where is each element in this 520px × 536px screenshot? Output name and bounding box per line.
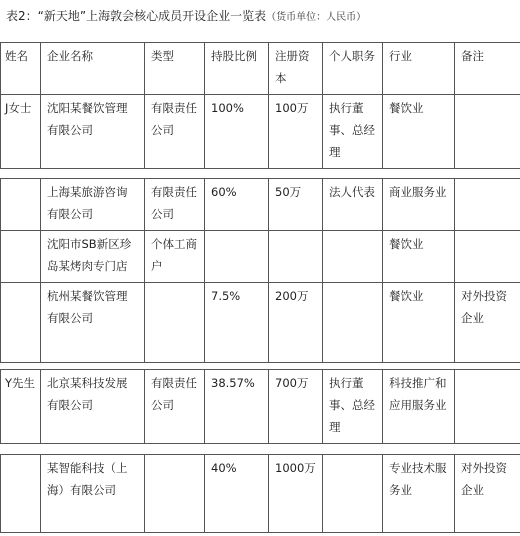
- header-share: 持股比例: [205, 43, 269, 95]
- cell-type: 有限责任公司: [145, 179, 205, 231]
- cell-position: 执行董事、总经理: [323, 95, 383, 169]
- cell-company: 沈阳市SB新区珍岛某烤肉专门店: [41, 231, 145, 283]
- cell-company: 某智能科技（上海）有限公司: [41, 455, 145, 533]
- table-section-3: [0, 369, 520, 444]
- cell-company: 杭州某餐饮管理有限公司: [41, 283, 145, 363]
- table-row: [1, 179, 520, 231]
- table-caption: [6, 8, 366, 26]
- caption-title: 表2：“新天地”上海敦会核心成员开设企业一览表: [6, 9, 267, 23]
- cell-capital: 200万: [269, 283, 323, 363]
- cell-industry: 科技推广和应用服务业: [383, 370, 455, 444]
- cell-capital: 50万: [269, 179, 323, 231]
- cell-position: 法人代表: [323, 179, 383, 231]
- cell-note: [455, 231, 520, 283]
- cell-industry: 餐饮业: [383, 231, 455, 283]
- table-section-2: [0, 178, 520, 363]
- header-note: 备注: [455, 43, 520, 95]
- cell-note: [455, 179, 520, 231]
- header-capital: 注册资本: [269, 43, 323, 95]
- cell-capital: [269, 231, 323, 283]
- table-row: [1, 455, 520, 533]
- header-position: 个人职务: [323, 43, 383, 95]
- table-row: [1, 370, 520, 444]
- table-row: [1, 95, 520, 169]
- cell-type: 有限责任公司: [145, 370, 205, 444]
- cell-industry: 餐饮业: [383, 283, 455, 363]
- caption-unit: （货币单位：人民币）: [266, 12, 367, 23]
- cell-position: 执行董事、总经理: [323, 370, 383, 444]
- cell-share: 7.5%: [205, 283, 269, 363]
- cell-type: 有限责任公司: [145, 95, 205, 169]
- cell-share: 40%: [205, 455, 269, 533]
- cell-person: [1, 231, 41, 283]
- table-section-4: [0, 454, 520, 533]
- cell-note: 对外投资企业: [455, 283, 520, 363]
- cell-note: 对外投资企业: [455, 455, 520, 533]
- cell-share: [205, 231, 269, 283]
- header-person: 姓名: [1, 43, 41, 95]
- cell-capital: 700万: [269, 370, 323, 444]
- cell-share: 60%: [205, 179, 269, 231]
- cell-note: [455, 95, 520, 169]
- table-row: [1, 231, 520, 283]
- cell-company: 北京某科技发展有限公司: [41, 370, 145, 444]
- cell-position: [323, 231, 383, 283]
- cell-capital: 1000万: [269, 455, 323, 533]
- cell-person: [1, 283, 41, 363]
- cell-position: [323, 283, 383, 363]
- cell-company: 沈阳某餐饮管理有限公司: [41, 95, 145, 169]
- table-section-1: [0, 42, 520, 169]
- header-row: [1, 43, 520, 95]
- cell-company: 上海某旅游咨询有限公司: [41, 179, 145, 231]
- header-type: 类型: [145, 43, 205, 95]
- cell-share: 38.57%: [205, 370, 269, 444]
- cell-industry: 商业服务业: [383, 179, 455, 231]
- cell-person: J女士: [1, 95, 41, 169]
- cell-position: [323, 455, 383, 533]
- header-company: 企业名称: [41, 43, 145, 95]
- cell-person: [1, 179, 41, 231]
- cell-share: 100%: [205, 95, 269, 169]
- cell-person: Y先生: [1, 370, 41, 444]
- cell-industry: 餐饮业: [383, 95, 455, 169]
- cell-industry: 专业技术服务业: [383, 455, 455, 533]
- cell-capital: 100万: [269, 95, 323, 169]
- header-industry: 行业: [383, 43, 455, 95]
- cell-note: [455, 370, 520, 444]
- table-row: [1, 283, 520, 363]
- cell-type: 个体工商户: [145, 231, 205, 283]
- cell-type: [145, 283, 205, 363]
- cell-person: [1, 455, 41, 533]
- cell-type: [145, 455, 205, 533]
